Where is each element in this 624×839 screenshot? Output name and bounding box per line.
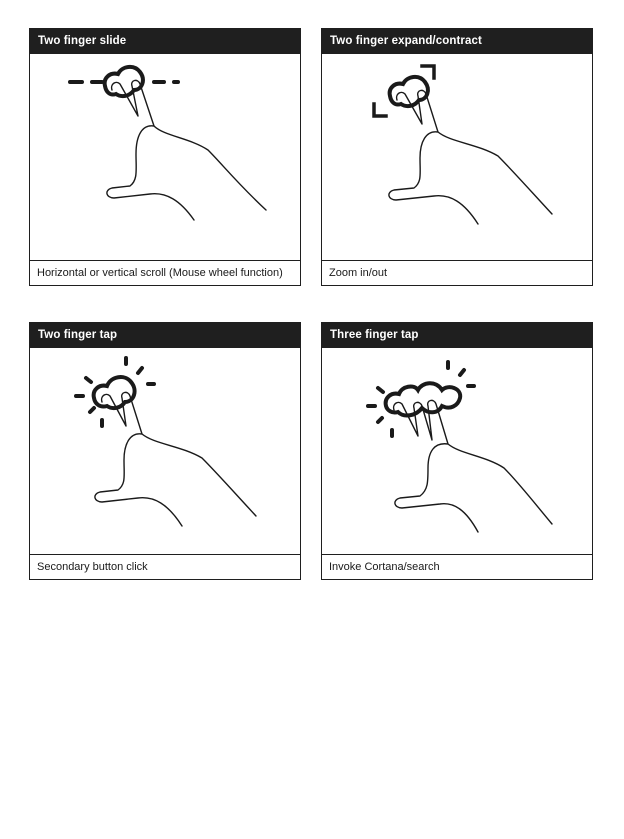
gesture-title: Three finger tap [322,323,592,348]
gesture-card-two-finger-slide [29,28,301,286]
gesture-card-three-finger-tap [321,322,593,580]
two-finger-slide-icon [30,54,300,262]
gesture-card-two-finger-tap [29,322,301,580]
gesture-caption: Horizontal or vertical scroll (Mouse wheel function) [30,260,300,285]
two-finger-tap-icon [30,348,300,556]
two-finger-pinch-icon [322,54,592,262]
gesture-caption: Invoke Cortana/search [322,554,592,579]
gesture-caption: Secondary button click [30,554,300,579]
gesture-title: Two finger slide [30,29,300,54]
gesture-card-two-finger-expand-contract [321,28,593,286]
three-finger-tap-icon [322,348,592,556]
gesture-title: Two finger tap [30,323,300,348]
gesture-title: Two finger expand/contract [322,29,592,54]
gesture-caption: Zoom in/out [322,260,592,285]
